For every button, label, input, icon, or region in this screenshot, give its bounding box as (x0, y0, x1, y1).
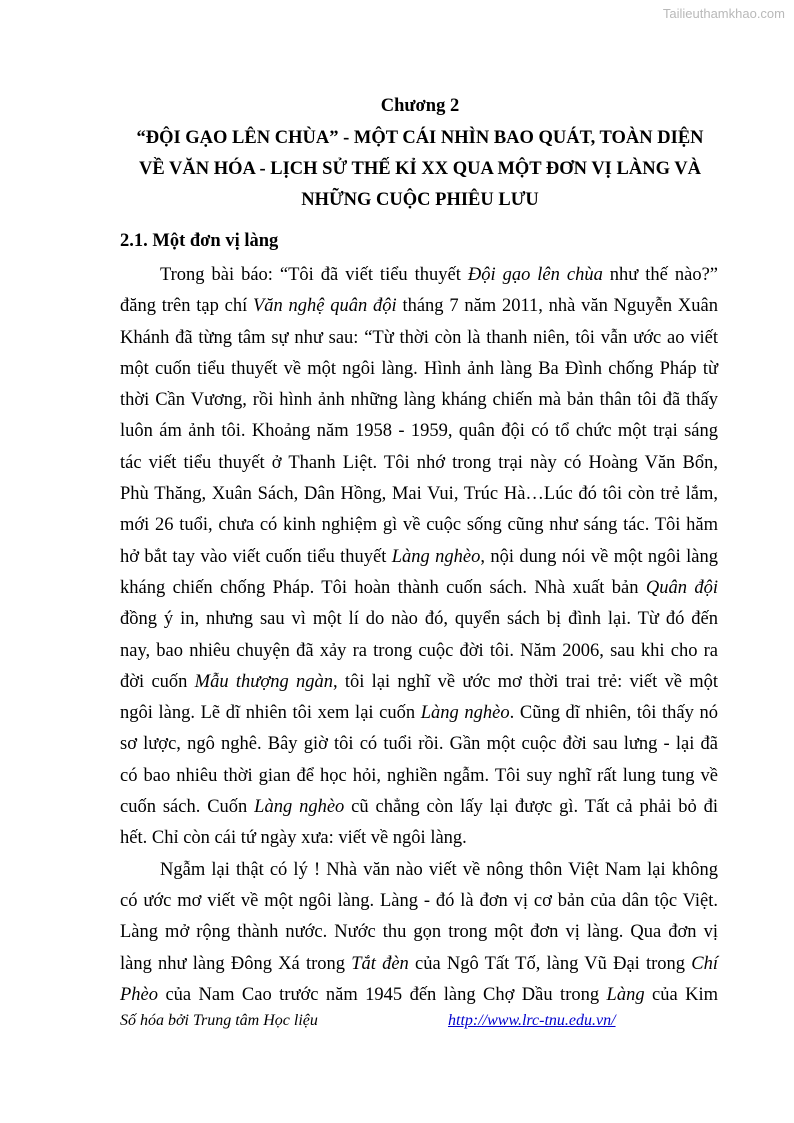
italic-title-text: Tắt đèn (351, 953, 409, 974)
body-line (120, 354, 718, 385)
body-line (120, 636, 718, 667)
body-text (120, 260, 718, 1011)
body-line (120, 949, 718, 980)
italic-title-text: Văn nghệ quân đội (252, 296, 397, 317)
body-text-segment: cuốn sách. Cuốn (120, 797, 255, 818)
chapter-title (100, 123, 740, 216)
body-line (120, 385, 718, 416)
italic-title-text: Quân đội (645, 577, 718, 598)
body-line (120, 291, 718, 322)
body-text-segment: làng như làng Đông Xá trong (120, 953, 352, 974)
body-text-segment: Ngẫm lại thật có lý ! Nhà văn nào viết về nông thôn Việt Nam lại không (160, 859, 718, 880)
chapter-label: Chương 2 (380, 96, 460, 116)
body-line (120, 573, 718, 604)
body-text-segment: tác viết tiểu thuyết ở Thanh Liệt. Tôi nhớ trong trại này có Hoàng Văn Bổn, (120, 452, 718, 473)
body-text-segment: có ước mơ viết về một ngôi làng. Làng - đó là đơn vị cơ bản của dân tộc Việt. (120, 890, 718, 911)
body-line (120, 917, 718, 948)
body-text-segment: Trong bài báo: “Tôi đã viết tiểu thuyết (160, 265, 468, 285)
body-line (120, 510, 718, 541)
body-text-segment: đăng trên tạp chí (120, 296, 253, 317)
body-line (120, 698, 718, 729)
body-line (120, 479, 718, 510)
body-text-segment: luôn ám ảnh tôi. Khoảng năm 1958 - 1959, quân đội có tổ chức một trại sáng (120, 421, 718, 442)
body-text-segment: đời cuốn (120, 671, 195, 692)
watermark: Tailieuthamkhao.com (662, 6, 785, 21)
body-text-segment: của Kim (644, 984, 719, 1005)
body-line (120, 542, 718, 573)
body-text-segment: hở bắt tay vào viết cuốn tiểu thuyết (120, 546, 392, 567)
body-line (120, 604, 718, 635)
body-text-segment: như thế nào?” (602, 265, 718, 285)
body-text-segment: mới 26 tuổi, chưa có kinh nghiệm gì về cuộc sống cũng như sáng tác. Tôi hăm (120, 515, 718, 536)
footer-link[interactable]: http://www.lrc-tnu.edu.vn/ (448, 1012, 616, 1029)
body-text-segment: cũ chẳng còn lấy lại được gì. Tất cả phải bỏ đi (344, 797, 718, 818)
body-text-segment: , tôi lại nghĩ về ước mơ thời trai trẻ: viết về một (332, 671, 718, 692)
italic-title-text: Làng nghèo (391, 546, 481, 567)
body-text-segment: có bao nhiêu thời gian để học hỏi, nghiền ngẫm. Tôi suy nghĩ rất lung tung về (120, 765, 718, 786)
body-text-segment: Khánh đã từng tâm sự như sau: “Từ thời còn là thanh niên, tôi vẫn ước ao viết (120, 327, 718, 348)
body-text-segment: Phù Thăng, Xuân Sách, Dân Hồng, Mai Vui, Trúc Hà…Lúc đó tôi còn trẻ lắm, (120, 484, 718, 505)
body-text-segment: thời Cần Vương, rồi hình ảnh những làng kháng chiến mà bản thân tôi đã thấy (120, 390, 718, 411)
body-text-segment: sơ lược, ngô nghê. Bây giờ tôi có tuổi rồi. Gần một cuộc đời sau lưng - lại đã (120, 734, 718, 755)
body-line (120, 980, 718, 1011)
body-line (120, 761, 718, 792)
body-text-segment: của Ngô Tất Tố, làng Vũ Đại trong (408, 953, 692, 974)
body-line (120, 729, 718, 760)
section-heading: 2.1. Một đơn vị làng (120, 231, 279, 251)
italic-title-text: Làng nghèo (420, 703, 510, 724)
body-line (120, 855, 718, 886)
body-line (120, 416, 718, 447)
body-text-segment: . Cũng dĩ nhiên, tôi thấy nó (509, 703, 719, 724)
body-line (120, 886, 718, 917)
body-line (120, 448, 718, 479)
italic-title-text: Đội gạo lên chùa (467, 265, 603, 285)
chapter-title-line: NHỮNG CUỘC PHIÊU LƯU (301, 190, 539, 210)
body-line (120, 260, 718, 291)
body-text-segment: nay, bao nhiêu chuyện đã xảy ra trong cuộc đời tôi. Năm 2006, sau khi cho ra (120, 640, 718, 661)
italic-title-text: Mẫu thượng ngàn (194, 671, 333, 692)
body-text-segment: kháng chiến chống Pháp. Tôi hoàn thành cuốn sách. Nhà xuất bản (120, 577, 646, 598)
body-text-segment: , nội dung nói về một ngôi làng (480, 546, 718, 567)
body-text-segment: một cuốn tiểu thuyết về một ngôi làng. Hình ảnh làng Ba Đình chống Pháp từ (120, 358, 718, 379)
body-line (120, 667, 718, 698)
body-line (120, 323, 718, 354)
body-text-segment: tháng 7 năm 2011, nhà văn Nguyễn Xuân (396, 296, 718, 317)
body-text-segment: hết. Chỉ còn cái tứ ngày xưa: viết về ngôi làng. (120, 828, 467, 849)
footer-source: Số hóa bởi Trung tâm Học liệu (120, 1012, 318, 1029)
body-text-segment: ngôi làng. Lẽ dĩ nhiên tôi xem lại cuốn (120, 703, 421, 724)
body-text-segment: của Nam Cao trước năm 1945 đến làng Chợ Dầu trong (158, 984, 607, 1005)
chapter-title-line: “ĐỘI GẠO LÊN CHÙA” - MỘT CÁI NHÌN BAO QUÁT, TOÀN DIỆN (136, 128, 704, 148)
chapter-title-line: VỀ VĂN HÓA - LỊCH SỬ THẾ KỈ XX QUA MỘT ĐƠN VỊ LÀNG VÀ (139, 159, 701, 179)
body-line (120, 792, 718, 823)
italic-title-text: Làng (606, 984, 645, 1005)
body-text-segment: Làng mở rộng thành nước. Nước thu gọn trong một đơn vị làng. Qua đơn vị (120, 922, 718, 943)
italic-title-text: Phèo (120, 984, 159, 1005)
italic-title-text: Chí (691, 953, 718, 974)
italic-title-text: Làng nghèo (254, 797, 345, 818)
body-text-segment: đồng ý in, nhưng sau vì một lí do nào đó, quyển sách bị đình lại. Từ đó đến (120, 609, 718, 630)
body-line (120, 823, 718, 854)
